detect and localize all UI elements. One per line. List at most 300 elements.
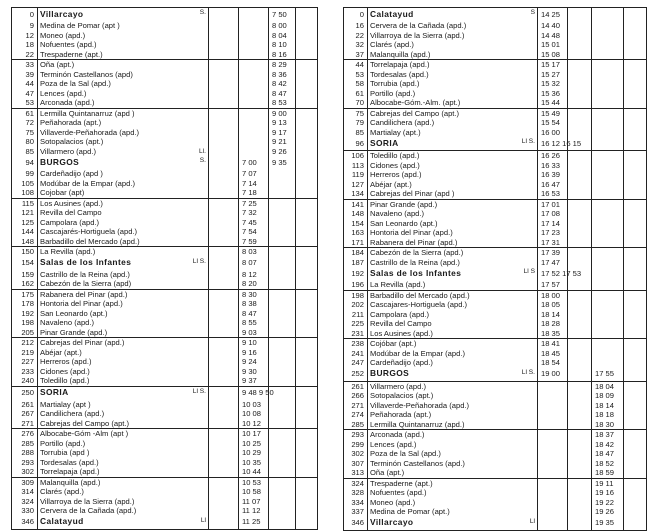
- time-cell: [296, 118, 318, 128]
- time-cell: [624, 310, 647, 320]
- time-cell: [296, 21, 318, 31]
- time-cell: [296, 257, 318, 270]
- time-cell: [568, 300, 592, 310]
- station-name-cell: [368, 430, 538, 440]
- time-cell: [269, 400, 296, 410]
- time-cell: 9 13: [269, 118, 296, 128]
- time-cell: [209, 108, 239, 118]
- time-cell: [624, 488, 647, 498]
- station-name-cell: [38, 257, 209, 270]
- time-cell: [624, 507, 647, 517]
- time-cell: 9 26: [269, 147, 296, 157]
- time-cell: [239, 147, 269, 157]
- timetable-row: [12, 198, 318, 208]
- station-name-cell: [38, 118, 209, 128]
- station-name-cell: [368, 248, 538, 258]
- km-cell: 261: [12, 400, 38, 410]
- time-cell: 9 35: [269, 156, 296, 169]
- time-cell: [568, 170, 592, 180]
- timetable-row: [344, 161, 647, 171]
- timetable-row: [12, 400, 318, 410]
- time-cell: 10 25: [239, 439, 269, 449]
- time-cell: [209, 156, 239, 169]
- station-name-cell: [38, 31, 209, 41]
- time-cell: [538, 449, 568, 459]
- time-cell: [269, 198, 296, 208]
- station-name-cell: [368, 79, 538, 89]
- time-cell: [538, 478, 568, 488]
- station-name-cell: [368, 517, 538, 531]
- time-cell: [239, 137, 269, 147]
- time-cell: 15 17: [538, 60, 568, 70]
- time-cell: [538, 440, 568, 450]
- time-cell: [624, 151, 647, 161]
- station-name: Nofuentes (apd.): [370, 488, 427, 497]
- arrival-departure-mark: Ll.: [199, 147, 206, 155]
- timetable-row: [12, 357, 318, 367]
- station-name: Torrelapaja (apd.): [370, 60, 430, 69]
- station-name: Pinar Grande (apd.): [370, 199, 438, 209]
- km-cell: 33: [12, 60, 38, 70]
- time-cell: [269, 497, 296, 507]
- timetable-row: [344, 151, 647, 161]
- km-cell: 267: [12, 409, 38, 419]
- time-cell: [624, 319, 647, 329]
- station-name: Salas de los Infantes: [40, 257, 132, 268]
- km-cell: 9: [12, 21, 38, 31]
- timetable-row: [12, 50, 318, 60]
- time-cell: [209, 50, 239, 60]
- station-name: Torrubia (apd.): [370, 79, 420, 88]
- time-cell: [296, 70, 318, 80]
- time-cell: [269, 279, 296, 289]
- time-cell: [568, 358, 592, 368]
- timetable-row: [344, 40, 647, 50]
- station-name-cell: [38, 386, 209, 400]
- km-cell: 266: [344, 391, 368, 401]
- arrival-departure-mark: S.: [199, 157, 206, 164]
- km-cell: 184: [344, 248, 368, 258]
- km-cell: 0: [344, 8, 368, 22]
- time-cell: 8 07: [239, 257, 269, 270]
- station-name: Torrelapaja (apd.): [40, 467, 100, 476]
- time-cell: [209, 439, 239, 449]
- time-cell: [296, 506, 318, 516]
- time-cell: [296, 270, 318, 280]
- time-cell: 10 29: [239, 448, 269, 458]
- time-cell: [296, 467, 318, 477]
- time-cell: [592, 238, 624, 248]
- time-cell: [269, 467, 296, 477]
- time-cell: [624, 98, 647, 108]
- station-name: Lermilla Quintanarruz (apd ): [40, 108, 135, 118]
- timetable-row: [344, 517, 647, 531]
- timetable-row: [344, 478, 647, 488]
- km-cell: 293: [344, 430, 368, 440]
- timetable-row: [12, 257, 318, 270]
- station-name-cell: [368, 280, 538, 290]
- time-cell: [568, 401, 592, 411]
- timetable-row: [344, 170, 647, 180]
- km-cell: 75: [344, 108, 368, 118]
- left-timetable-body: [12, 8, 318, 530]
- time-cell: [568, 488, 592, 498]
- time-cell: [568, 40, 592, 50]
- km-cell: 108: [12, 188, 38, 198]
- timetable-row: [12, 516, 318, 530]
- time-cell: [209, 79, 239, 89]
- km-cell: 330: [12, 506, 38, 516]
- station-name: Cervera de la Cañada (apd.): [40, 506, 137, 515]
- time-cell: [269, 429, 296, 439]
- time-cell: [568, 219, 592, 229]
- time-cell: [296, 227, 318, 237]
- station-name: Villarmero (apd.): [40, 146, 96, 156]
- station-name: BURGOS: [370, 368, 410, 379]
- km-cell: 231: [344, 329, 368, 339]
- km-cell: 178: [12, 299, 38, 309]
- km-cell: 154: [344, 219, 368, 229]
- station-name: Cidones (apd.): [370, 160, 420, 170]
- time-cell: 18 00: [538, 290, 568, 300]
- time-cell: [538, 517, 568, 531]
- timetable-row: [344, 180, 647, 190]
- km-cell: 106: [344, 151, 368, 161]
- timetable-row: [12, 409, 318, 419]
- time-cell: [296, 477, 318, 487]
- time-cell: [592, 319, 624, 329]
- km-cell: 271: [12, 419, 38, 429]
- time-cell: [624, 391, 647, 401]
- time-cell: [568, 368, 592, 382]
- station-name: Calatayud: [370, 8, 414, 19]
- time-cell: [269, 409, 296, 419]
- timetable-row: [12, 497, 318, 507]
- station-name: Cervera de la Cañada (apd.): [370, 21, 467, 30]
- time-cell: [296, 367, 318, 377]
- time-cell: [239, 8, 269, 22]
- station-name-cell: [368, 128, 538, 138]
- km-cell: 302: [12, 467, 38, 477]
- station-name: Abéjar (apt.): [40, 347, 82, 357]
- time-cell: 17 47: [538, 258, 568, 268]
- timetable-row: [344, 381, 647, 391]
- time-cell: [269, 179, 296, 189]
- time-cell: 18 14: [538, 310, 568, 320]
- time-cell: [209, 338, 239, 348]
- time-cell: [269, 357, 296, 367]
- time-cell: 7 07: [239, 169, 269, 179]
- time-cell: [568, 151, 592, 161]
- time-cell: [209, 348, 239, 358]
- time-cell: 9 37: [239, 376, 269, 386]
- km-cell: 202: [344, 300, 368, 310]
- timetable-row: [344, 98, 647, 108]
- time-cell: [568, 391, 592, 401]
- time-cell: [269, 376, 296, 386]
- km-cell: 39: [12, 70, 38, 80]
- station-name-cell: [368, 420, 538, 430]
- time-cell: [296, 137, 318, 147]
- time-cell: [209, 8, 239, 22]
- km-cell: 79: [344, 118, 368, 128]
- time-cell: [592, 79, 624, 89]
- time-cell: [568, 238, 592, 248]
- station-name-cell: [38, 156, 209, 169]
- time-cell: [624, 118, 647, 128]
- timetable-row: [12, 98, 318, 108]
- time-cell: [592, 31, 624, 41]
- time-cell: [269, 289, 296, 299]
- time-cell: [592, 349, 624, 359]
- timetable-row: [12, 467, 318, 477]
- km-cell: 127: [344, 180, 368, 190]
- timetable-row: [12, 338, 318, 348]
- km-cell: 346: [12, 516, 38, 530]
- station-name: Toledillo (apd.): [370, 151, 420, 160]
- time-cell: [568, 430, 592, 440]
- station-name-cell: [368, 8, 538, 22]
- station-name-cell: [38, 400, 209, 410]
- time-cell: [592, 108, 624, 118]
- km-cell: 94: [12, 156, 38, 169]
- time-cell: [592, 199, 624, 209]
- time-cell: [624, 267, 647, 280]
- time-cell: [624, 258, 647, 268]
- station-name-cell: [38, 419, 209, 429]
- time-cell: [209, 477, 239, 487]
- station-name-cell: [368, 310, 538, 320]
- time-cell: [209, 128, 239, 138]
- station-name: Trespaderne (apt.): [370, 478, 433, 488]
- station-name-cell: [368, 468, 538, 478]
- time-cell: [269, 506, 296, 516]
- km-cell: 58: [344, 79, 368, 89]
- km-cell: 171: [344, 238, 368, 248]
- time-cell: [538, 468, 568, 478]
- station-name-cell: [368, 189, 538, 199]
- station-name-cell: [38, 309, 209, 319]
- time-cell: [592, 70, 624, 80]
- time-cell: [568, 31, 592, 41]
- station-name: Los Ausines (apd.): [40, 198, 103, 208]
- time-cell: [624, 358, 647, 368]
- time-cell: [239, 50, 269, 60]
- station-name: Revilla del Campo: [40, 208, 102, 217]
- station-name: Cojóbar (apt.): [370, 339, 417, 348]
- station-name-cell: [38, 8, 209, 22]
- time-cell: [568, 128, 592, 138]
- station-name: Navaleno (apd.): [370, 209, 425, 218]
- time-cell: [296, 400, 318, 410]
- time-cell: 10 03: [239, 400, 269, 410]
- station-name: Los Ausines (apd.): [370, 328, 433, 338]
- time-cell: [568, 498, 592, 508]
- station-name-cell: [38, 218, 209, 228]
- timetable-row: [12, 60, 318, 70]
- time-cell: 16 00: [538, 128, 568, 138]
- timetable-row: [344, 440, 647, 450]
- time-cell: [239, 89, 269, 99]
- station-name-cell: [368, 151, 538, 161]
- station-name-cell: [38, 497, 209, 507]
- time-cell: [269, 188, 296, 198]
- timetable-row: [12, 79, 318, 89]
- arrival-departure-mark: Ll S.: [521, 368, 535, 376]
- station-name-cell: [368, 349, 538, 359]
- time-cell: [624, 430, 647, 440]
- time-cell: [296, 439, 318, 449]
- station-name: Poza de la Sal (apd.): [40, 79, 111, 88]
- timetable-row: [344, 128, 647, 138]
- km-cell: 198: [12, 318, 38, 328]
- time-cell: 11 12: [239, 506, 269, 516]
- time-cell: [624, 280, 647, 290]
- timetable-row: [344, 60, 647, 70]
- time-cell: [624, 300, 647, 310]
- time-cell: [568, 349, 592, 359]
- km-cell: 261: [344, 381, 368, 391]
- time-cell: [296, 299, 318, 309]
- time-cell: 14 48: [538, 31, 568, 41]
- time-cell: [269, 257, 296, 270]
- time-cell: [624, 219, 647, 229]
- time-cell: [269, 458, 296, 468]
- time-cell: [624, 459, 647, 469]
- time-cell: [209, 448, 239, 458]
- time-cell: [209, 147, 239, 157]
- km-cell: 192: [12, 309, 38, 319]
- timetable-row: [344, 339, 647, 349]
- km-cell: 22: [344, 31, 368, 41]
- timetable-row: [12, 89, 318, 99]
- km-cell: 192: [344, 267, 368, 280]
- station-name: Candilichera (apd.): [370, 118, 435, 127]
- time-cell: [239, 108, 269, 118]
- station-name: Rabanera del Pinar (apd.): [370, 237, 458, 247]
- time-cell: [209, 299, 239, 309]
- timetable-row: [344, 31, 647, 41]
- time-cell: 7 00: [239, 156, 269, 169]
- time-cell: [568, 381, 592, 391]
- time-cell: [209, 21, 239, 31]
- time-cell: 7 59: [239, 237, 269, 247]
- time-cell: 7 18: [239, 188, 269, 198]
- time-cell: [269, 237, 296, 247]
- km-cell: 324: [12, 497, 38, 507]
- time-cell: 18 18: [592, 410, 624, 420]
- station-name-cell: [368, 21, 538, 31]
- time-cell: 8 47: [269, 89, 296, 99]
- time-cell: [624, 189, 647, 199]
- time-cell: [592, 161, 624, 171]
- time-cell: 17 52 17 53: [538, 267, 568, 280]
- time-cell: [239, 60, 269, 70]
- time-cell: [209, 419, 239, 429]
- time-cell: [568, 161, 592, 171]
- km-cell: 205: [12, 328, 38, 338]
- timetable-row: [12, 458, 318, 468]
- station-name-cell: [368, 368, 538, 382]
- station-name: Lermilla Quintanarruz (apd.): [370, 419, 465, 429]
- time-cell: [296, 156, 318, 169]
- time-cell: [592, 50, 624, 60]
- station-name: Cardeñadijo (apd.): [370, 358, 433, 367]
- time-cell: [296, 338, 318, 348]
- time-cell: [296, 448, 318, 458]
- time-cell: [592, 128, 624, 138]
- km-cell: 247: [344, 358, 368, 368]
- timetable-row: [12, 8, 318, 22]
- timetable-row: [12, 237, 318, 247]
- time-cell: 16 33: [538, 161, 568, 171]
- time-cell: 18 41: [538, 339, 568, 349]
- time-cell: [239, 70, 269, 80]
- time-cell: 18 05: [538, 300, 568, 310]
- time-cell: [624, 180, 647, 190]
- timetable-row: [12, 318, 318, 328]
- timetable-row: [12, 448, 318, 458]
- time-cell: [269, 348, 296, 358]
- time-cell: [624, 468, 647, 478]
- km-cell: 44: [12, 79, 38, 89]
- km-cell: 309: [12, 477, 38, 487]
- timetable-row: [344, 468, 647, 478]
- time-cell: 15 32: [538, 79, 568, 89]
- time-cell: [592, 300, 624, 310]
- time-cell: [624, 137, 647, 151]
- arrival-departure-mark: S.: [199, 9, 206, 16]
- station-name: Sotopalacios (apt.): [370, 391, 434, 400]
- time-cell: 18 04: [592, 381, 624, 391]
- time-cell: [538, 420, 568, 430]
- station-name: Poza de la Sal (apd.): [370, 449, 441, 458]
- time-cell: [296, 247, 318, 257]
- station-name-cell: [368, 290, 538, 300]
- time-cell: [568, 8, 592, 22]
- time-cell: [209, 506, 239, 516]
- timetable-row: [344, 280, 647, 290]
- station-name: Herreros (apd.): [370, 170, 422, 179]
- station-name-cell: [38, 60, 209, 70]
- station-name-cell: [38, 299, 209, 309]
- station-name-cell: [38, 458, 209, 468]
- time-cell: [296, 218, 318, 228]
- timetable-row: [344, 89, 647, 99]
- timetable-row: [344, 248, 647, 258]
- time-cell: 18 14: [592, 401, 624, 411]
- timetable-row: [12, 348, 318, 358]
- time-cell: [592, 170, 624, 180]
- time-cell: 15 08: [538, 50, 568, 60]
- timetable-row: [344, 420, 647, 430]
- time-cell: [592, 89, 624, 99]
- time-cell: [568, 199, 592, 209]
- station-name: Barbadillo del Mercado (apd.): [370, 290, 470, 300]
- km-cell: 288: [12, 448, 38, 458]
- right-timetable-body: [344, 8, 647, 531]
- time-cell: [209, 98, 239, 108]
- station-name-cell: [38, 169, 209, 179]
- station-name: Villaverde-Peñahorada (apd.): [370, 400, 470, 410]
- time-cell: [209, 188, 239, 198]
- time-cell: 9 03: [239, 328, 269, 338]
- station-name-cell: [368, 70, 538, 80]
- time-cell: [592, 209, 624, 219]
- time-cell: [592, 219, 624, 229]
- time-cell: [538, 410, 568, 420]
- station-name-cell: [38, 208, 209, 218]
